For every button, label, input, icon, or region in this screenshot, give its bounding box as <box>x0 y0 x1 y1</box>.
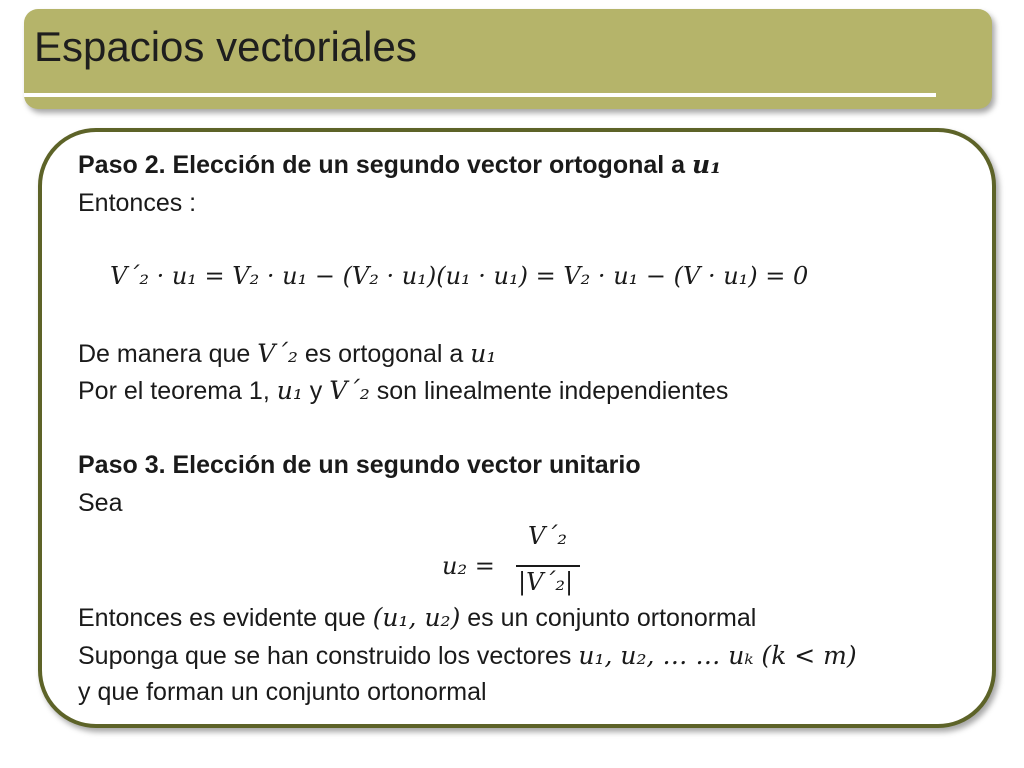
paso3-line4-math: u₁, u₂, … … uₖ (k < m) <box>578 641 857 670</box>
fraction-lhs: u₂ = <box>442 552 495 580</box>
paso3-line3 <box>78 603 756 633</box>
paso2-heading-math: u₁ <box>692 150 722 179</box>
paso2-line2-text-c: son linealmente independientes <box>376 377 729 405</box>
paso3-line3-text-b: es un conjunto ortonormal <box>467 604 757 632</box>
paso3-heading: Paso 3. Elección de un segundo vector unitario <box>78 451 641 479</box>
title-bar <box>24 9 992 109</box>
paso2-line2-math-2: V´₂ <box>329 376 370 405</box>
fraction-denominator: |V´₂| <box>518 568 574 596</box>
title-underline <box>24 93 936 97</box>
paso2-line2 <box>78 376 728 406</box>
paso2-equation: V´₂ · u₁ = V₂ · u₁ − (V₂ · u₁)(u₁ · u₁) = V₂ · u₁ − (V · u₁) = 0 <box>110 262 809 290</box>
paso2-heading-text: Paso 2. Elección de un segundo vector ortogonal a <box>78 151 686 179</box>
paso2-entonces: Entonces : <box>78 189 197 217</box>
content-box <box>38 128 996 728</box>
paso3-line3-math: (u₁, u₂) <box>372 603 461 632</box>
paso2-line1-math-2: u₁ <box>470 339 497 368</box>
fraction-numerator: V´₂ <box>528 522 567 550</box>
paso2-heading <box>78 150 721 180</box>
paso3-line5: y que forman un conjunto ortonormal <box>78 678 487 706</box>
paso2-line1-math-1: V´₂ <box>257 339 298 368</box>
paso2-line1 <box>78 339 496 369</box>
paso2-line2-text-b: y <box>309 377 323 405</box>
paso3-line4-text: Suponga que se han construido los vectores <box>78 642 572 670</box>
paso2-line2-math-1: u₁ <box>276 376 303 405</box>
fraction-bar <box>516 565 580 567</box>
paso3-line3-text-a: Entonces es evidente que <box>78 604 366 632</box>
paso3-line4 <box>78 641 857 671</box>
paso2-line1-text-b: es ortogonal a <box>304 340 464 368</box>
paso3-sea: Sea <box>78 489 123 517</box>
paso2-line2-text-a: Por el teorema 1, <box>78 377 270 405</box>
slide-title: Espacios vectoriales <box>34 23 417 70</box>
paso2-line1-text-a: De manera que <box>78 340 251 368</box>
